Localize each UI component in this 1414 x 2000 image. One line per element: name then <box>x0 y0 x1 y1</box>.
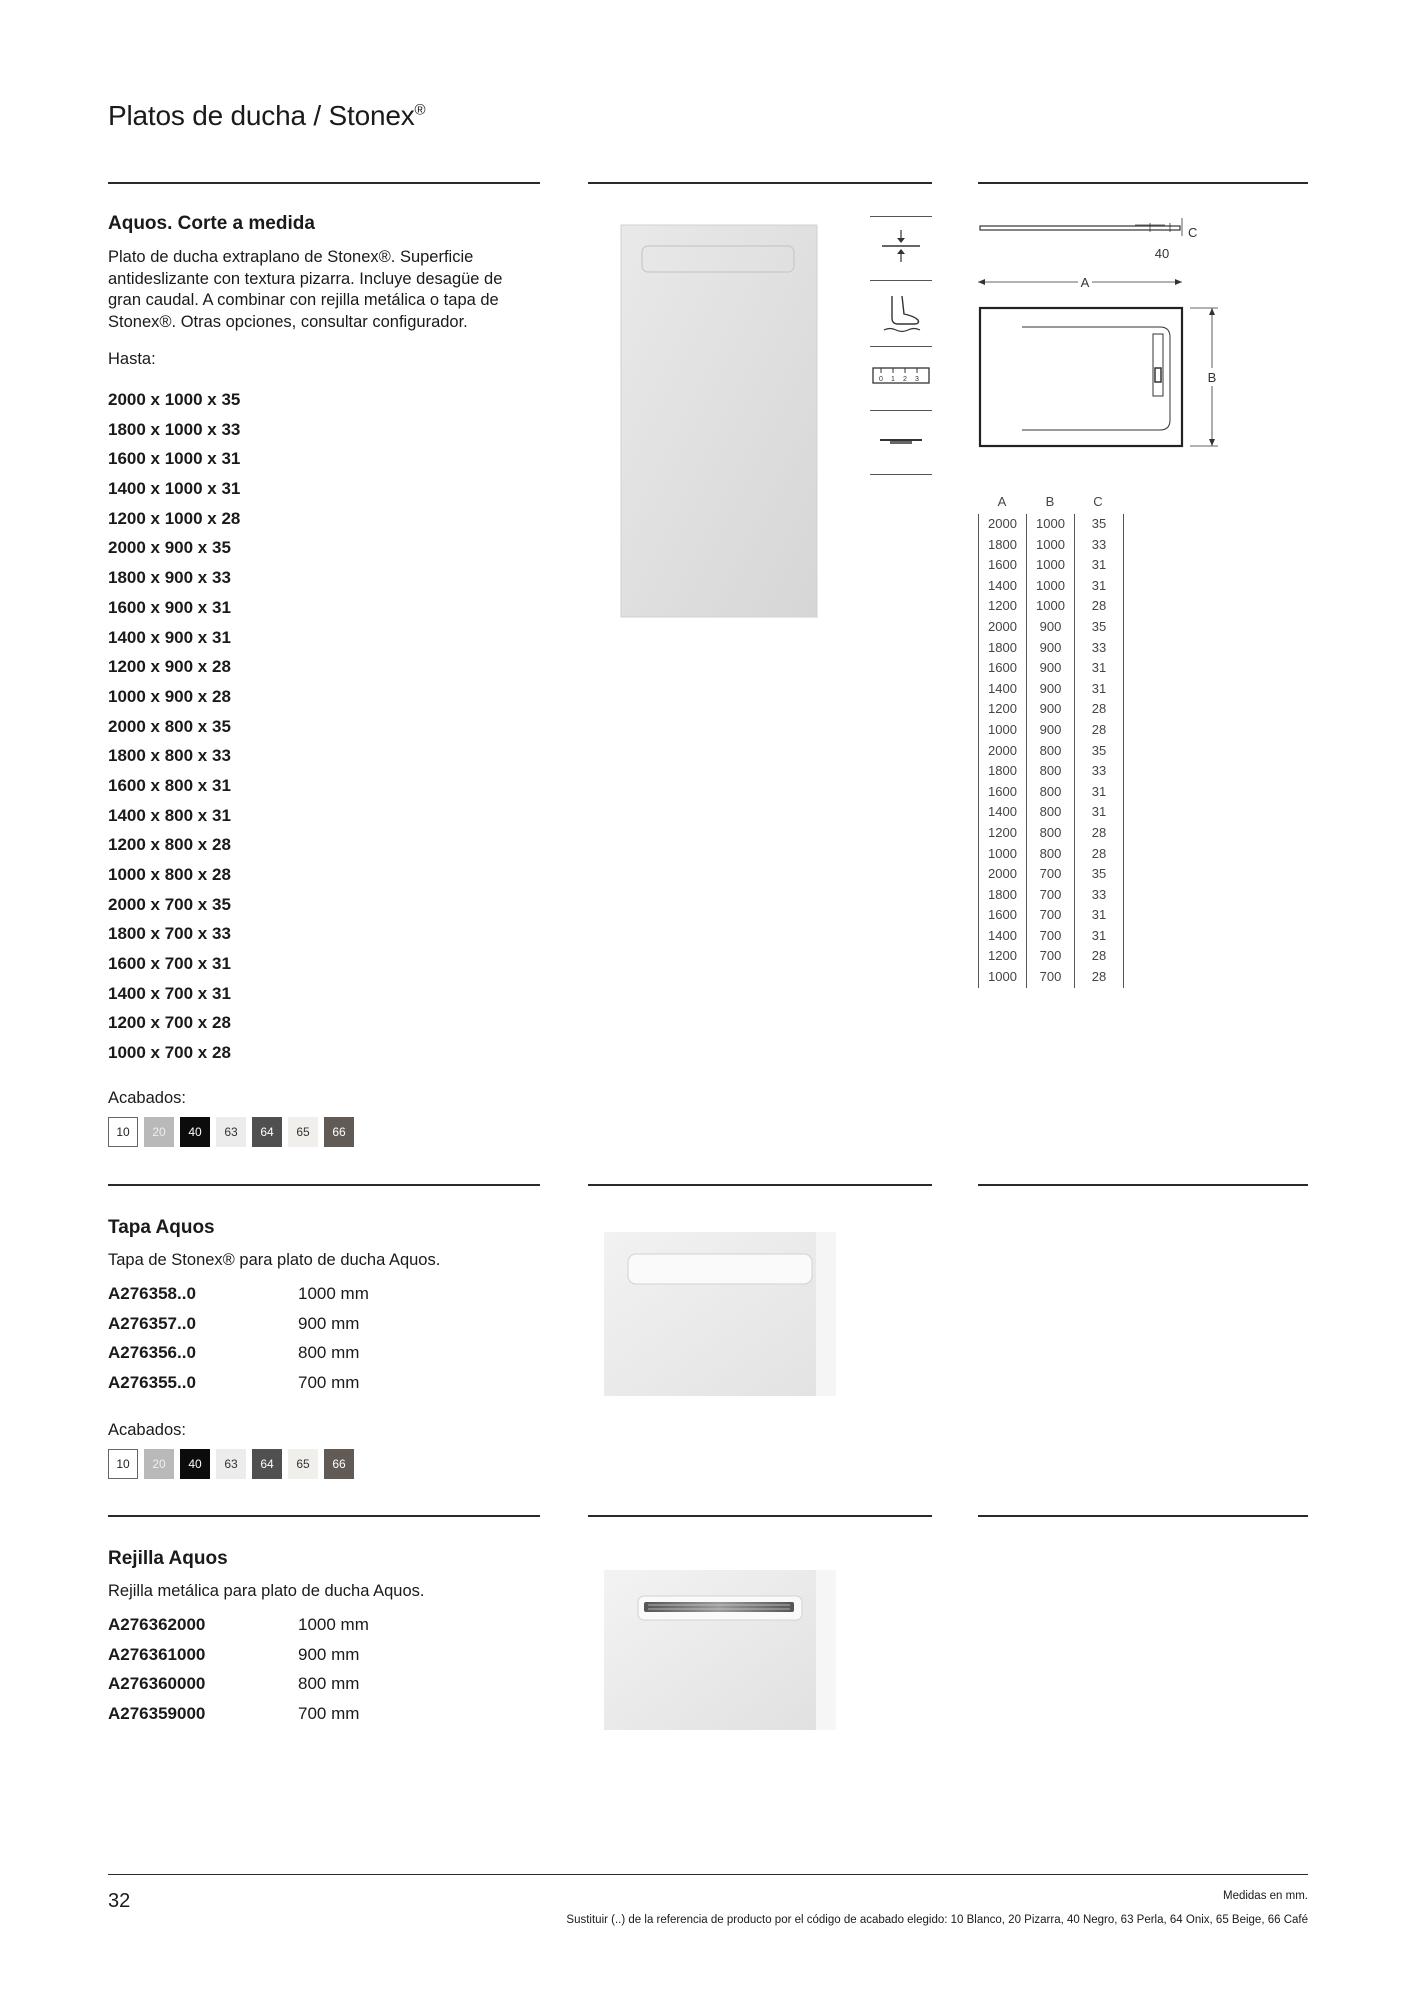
dimension-table-cell: 1000 <box>1027 514 1075 535</box>
anti-slip-foot-icon <box>880 292 924 336</box>
dimension-table-cell: 1600 <box>979 658 1027 679</box>
reference-row <box>108 1338 369 1368</box>
size-item: 1600 x 1000 x 31 <box>108 449 241 469</box>
aquos-shower-tray-image <box>620 224 818 618</box>
reference-size: 700 mm <box>298 1373 360 1393</box>
size-item: 1400 x 700 x 31 <box>108 983 231 1003</box>
reference-size: 1000 mm <box>298 1284 369 1303</box>
finish-swatch: 66 <box>324 1449 354 1479</box>
size-item: 1200 x 900 x 28 <box>108 657 231 677</box>
dimension-table-cell: 35 <box>1091 866 1107 882</box>
finish-swatch: 10 <box>108 1449 138 1479</box>
footer-units-note: Medidas en mm. <box>1222 1890 1308 1902</box>
reference-size: 700 mm <box>298 1704 360 1724</box>
reference-code: A276361000 <box>108 1644 206 1664</box>
dimension-table-cell: 28 <box>1091 845 1107 861</box>
reference-code: A276356..0 <box>108 1343 196 1363</box>
dimension-table-cell: 1800 <box>979 761 1027 782</box>
reference-size: 900 mm <box>298 1644 360 1664</box>
footer-finish-note: Sustituir (..) de la referencia de producto por el código de acabado elegido: 10 Blanco, 20 Pizarra, 40 Negro, 63 Perla, 64 Onix, 65 Beige, 66 Café <box>566 1914 1308 1926</box>
footer-divider <box>108 1874 1308 1875</box>
finish-swatch: 63 <box>216 1449 246 1479</box>
dimension-table-row <box>979 699 1123 720</box>
dimension-table-cell: 700 <box>1027 905 1075 926</box>
dimension-table-cell: 900 <box>1027 699 1075 720</box>
header-c: C <box>1093 494 1103 509</box>
dimension-40-label: 40 <box>1154 246 1170 261</box>
reference-row <box>108 1640 369 1670</box>
size-item: 1400 x 1000 x 31 <box>108 479 241 499</box>
icon-divider <box>870 216 932 217</box>
extraflat-icon <box>878 228 924 264</box>
ruler-tick-label: 1 <box>891 376 895 383</box>
dimension-table-body <box>978 514 1124 988</box>
divider <box>978 1515 1308 1517</box>
dimension-table-cell: 33 <box>1091 763 1107 779</box>
size-item: 2000 x 900 x 35 <box>108 538 231 558</box>
reference-code: A276362000 <box>108 1615 206 1634</box>
finish-swatch: 63 <box>216 1117 246 1147</box>
reference-code: A276360000 <box>108 1674 206 1694</box>
icon-divider <box>870 474 932 475</box>
dimension-table-cell: 1000 <box>979 967 1027 988</box>
dimension-table-cell: 28 <box>1091 701 1107 717</box>
reference-size: 800 mm <box>298 1674 360 1694</box>
aquos-title: Aquos. Corte a medida <box>108 213 315 234</box>
technical-drawing <box>970 210 1240 460</box>
aquos-finish-swatches <box>108 1117 354 1147</box>
dimension-table-cell: 1200 <box>979 823 1027 844</box>
reference-size: 800 mm <box>298 1343 360 1363</box>
size-item: 1600 x 800 x 31 <box>108 775 231 795</box>
dimension-table-cell: 31 <box>1091 804 1107 820</box>
size-item: 1800 x 800 x 33 <box>108 746 231 766</box>
size-item: 1800 x 1000 x 33 <box>108 419 241 439</box>
reference-row <box>108 1368 369 1398</box>
ruler-tick-label: 0 <box>879 376 883 383</box>
finish-swatch: 40 <box>180 1117 210 1147</box>
dimension-table-cell: 2000 <box>979 617 1027 638</box>
reference-row <box>108 1669 369 1699</box>
tapa-title: Tapa Aquos <box>108 1217 215 1238</box>
dimension-table-cell: 28 <box>1091 969 1107 985</box>
aquos-finishes-label: Acabados: <box>108 1089 186 1107</box>
registered-mark: ® <box>414 101 426 119</box>
size-item: 1800 x 900 x 33 <box>108 568 231 588</box>
dimension-table-cell: 700 <box>1027 926 1075 947</box>
dimension-table-cell: 31 <box>1091 907 1107 923</box>
ruler-tick-label: 3 <box>915 376 919 383</box>
finish-swatch: 65 <box>288 1449 318 1479</box>
dimension-table-row <box>979 741 1123 762</box>
dimension-table-cell: 1600 <box>979 905 1027 926</box>
dimension-table-cell: 1800 <box>979 638 1027 659</box>
finish-swatch: 64 <box>252 1449 282 1479</box>
dimension-table-cell: 900 <box>1027 679 1075 700</box>
size-item: 1200 x 700 x 28 <box>108 1013 231 1033</box>
dimension-table-row <box>979 885 1123 906</box>
dimension-table-row <box>979 679 1123 700</box>
dimension-table-cell: 2000 <box>979 741 1027 762</box>
aquos-size-list <box>108 385 240 1068</box>
dimension-table-cell: 800 <box>1027 844 1075 865</box>
icon-divider <box>870 346 932 347</box>
size-item: 1200 x 1000 x 28 <box>108 508 241 528</box>
dimension-table-cell: 1200 <box>979 596 1027 617</box>
dimension-table-cell: 28 <box>1091 824 1107 840</box>
dimension-table-cell: 800 <box>1027 782 1075 803</box>
dimension-table-cell: 28 <box>1091 721 1107 737</box>
dimension-table-row <box>979 720 1123 741</box>
dimension-table-cell: 31 <box>1091 577 1107 593</box>
finish-swatch: 40 <box>180 1449 210 1479</box>
finish-swatch: 65 <box>288 1117 318 1147</box>
dimension-table-row <box>979 638 1123 659</box>
dimension-table-cell: 700 <box>1027 967 1075 988</box>
dimension-table-row <box>979 535 1123 556</box>
reference-code: A276355..0 <box>108 1373 196 1393</box>
aquos-description: Plato de ducha extraplano de Stonex®. Superficie antideslizante con textura pizarra. Incluye desagüe de gran caudal. A combinar con rejilla metálica o tapa de Stonex®. Otras opciones, consultar configurador. <box>108 248 503 331</box>
dimension-table-cell: 1400 <box>979 679 1027 700</box>
dimension-a-label: A <box>1080 275 1090 290</box>
dimension-table-cell: 33 <box>1091 536 1107 552</box>
divider <box>108 1184 540 1186</box>
size-item: 2000 x 700 x 35 <box>108 894 231 914</box>
dimension-table-cell: 1000 <box>979 720 1027 741</box>
dimension-table-cell: 31 <box>1091 783 1107 799</box>
dimension-table-cell: 800 <box>1027 823 1075 844</box>
ruler-tick-label: 2 <box>903 376 907 383</box>
dimension-table-cell: 1000 <box>1027 576 1075 597</box>
tapa-cover-image <box>604 1232 836 1396</box>
size-item: 1400 x 900 x 31 <box>108 627 231 647</box>
icon-divider <box>870 410 932 411</box>
finish-swatch: 64 <box>252 1117 282 1147</box>
divider <box>108 1515 540 1517</box>
cut-to-measure-ruler-icon <box>872 365 930 387</box>
rejilla-description: Rejilla metálica para plato de ducha Aquos. <box>108 1582 425 1600</box>
size-item: 1200 x 800 x 28 <box>108 835 231 855</box>
dimension-table-cell: 800 <box>1027 761 1075 782</box>
dimension-table-cell: 33 <box>1091 886 1107 902</box>
dimension-table-cell: 35 <box>1091 516 1107 531</box>
reference-code: A276359000 <box>108 1704 206 1724</box>
finish-swatch: 20 <box>144 1117 174 1147</box>
dimension-table-cell: 31 <box>1091 557 1107 573</box>
header-b: B <box>1045 494 1055 509</box>
reference-code: A276358..0 <box>108 1284 196 1303</box>
dimension-table-cell: 31 <box>1091 927 1107 943</box>
finish-swatch: 10 <box>108 1117 138 1147</box>
dimension-table-cell: 28 <box>1091 948 1107 964</box>
dimension-table-row <box>979 905 1123 926</box>
dimension-table-row <box>979 823 1123 844</box>
dimension-table-cell: 33 <box>1091 639 1107 655</box>
dimension-table-cell: 700 <box>1027 885 1075 906</box>
reference-row <box>108 1699 369 1729</box>
tapa-finishes-label: Acabados: <box>108 1421 186 1439</box>
finish-swatch: 20 <box>144 1449 174 1479</box>
rejilla-reference-table <box>108 1610 369 1729</box>
dimension-table-header <box>978 490 1124 514</box>
dimension-c-label: C <box>1188 225 1198 240</box>
size-item: 1000 x 900 x 28 <box>108 686 231 706</box>
dimension-table-row <box>979 864 1123 885</box>
tapa-finish-swatches <box>108 1449 354 1479</box>
dimension-table-row <box>979 782 1123 803</box>
dimension-table-cell: 1800 <box>979 535 1027 556</box>
dimension-table-cell: 700 <box>1027 864 1075 885</box>
rejilla-grate-image <box>604 1570 836 1730</box>
dimension-table-cell: 1400 <box>979 926 1027 947</box>
dimension-table-row <box>979 514 1123 535</box>
tapa-reference-table <box>108 1279 369 1398</box>
dimension-table-row <box>979 555 1123 576</box>
dimension-table-cell: 35 <box>1091 618 1107 634</box>
dimension-table-cell: 1600 <box>979 555 1027 576</box>
divider <box>978 182 1308 184</box>
reference-row <box>108 1279 369 1309</box>
divider <box>588 1184 932 1186</box>
size-item: 1600 x 900 x 31 <box>108 597 231 617</box>
dimension-table-cell: 1000 <box>1027 535 1075 556</box>
dimension-table-cell: 800 <box>1027 802 1075 823</box>
divider <box>588 182 932 184</box>
dimension-table-cell: 31 <box>1091 680 1107 696</box>
dimension-table-cell: 35 <box>1091 742 1107 758</box>
dimension-table-cell: 1200 <box>979 946 1027 967</box>
dimension-table-cell: 900 <box>1027 617 1075 638</box>
finish-swatch: 66 <box>324 1117 354 1147</box>
aquos-up-to-label: Hasta: <box>108 350 156 368</box>
dimension-table-cell: 700 <box>1027 946 1075 967</box>
dimension-table-row <box>979 967 1123 988</box>
size-item: 1800 x 700 x 33 <box>108 924 231 944</box>
size-item: 1600 x 700 x 31 <box>108 954 231 974</box>
dimension-table-cell: 2000 <box>979 514 1027 535</box>
divider <box>978 1184 1308 1186</box>
drain-profile-icon <box>878 430 924 450</box>
dimension-table-cell: 1800 <box>979 885 1027 906</box>
page-title-text: Platos de ducha / Stonex <box>108 100 415 131</box>
page-number: 32 <box>108 1890 131 1912</box>
dimension-table-cell: 28 <box>1091 598 1107 614</box>
reference-row <box>108 1610 369 1640</box>
dimension-table-row <box>979 596 1123 617</box>
page-title <box>108 100 425 132</box>
header-a: A <box>997 494 1007 509</box>
dimension-table-cell: 1000 <box>979 844 1027 865</box>
size-item: 1000 x 800 x 28 <box>108 865 231 884</box>
divider <box>588 1515 932 1517</box>
size-item: 2000 x 800 x 35 <box>108 716 231 736</box>
reference-row <box>108 1309 369 1339</box>
tapa-description: Tapa de Stonex® para plato de ducha Aquos. <box>108 1251 441 1269</box>
dimension-table-cell: 1000 <box>1027 555 1075 576</box>
dimension-table-row <box>979 946 1123 967</box>
dimension-table-cell: 900 <box>1027 720 1075 741</box>
dimension-table-cell: 1400 <box>979 576 1027 597</box>
size-item: 2000 x 1000 x 35 <box>108 390 241 409</box>
dimension-table-cell: 1000 <box>1027 596 1075 617</box>
dimension-table-row <box>979 761 1123 782</box>
dimension-table <box>978 490 1124 988</box>
dimension-table-cell: 1400 <box>979 802 1027 823</box>
dimension-table-row <box>979 617 1123 638</box>
dimension-table-cell: 2000 <box>979 864 1027 885</box>
reference-size: 900 mm <box>298 1313 360 1333</box>
size-item: 1400 x 800 x 31 <box>108 805 231 825</box>
dimension-table-cell: 900 <box>1027 658 1075 679</box>
icon-divider <box>870 280 932 281</box>
rejilla-title: Rejilla Aquos <box>108 1548 228 1569</box>
size-item: 1000 x 700 x 28 <box>108 1043 231 1063</box>
dimension-table-cell: 31 <box>1091 660 1107 676</box>
dimension-table-cell: 800 <box>1027 741 1075 762</box>
dimension-table-row <box>979 658 1123 679</box>
dimension-table-cell: 1600 <box>979 782 1027 803</box>
dimension-table-row <box>979 926 1123 947</box>
dimension-table-cell: 900 <box>1027 638 1075 659</box>
dimension-table-cell: 1200 <box>979 699 1027 720</box>
dimension-table-row <box>979 802 1123 823</box>
dimension-b-label: B <box>1207 370 1217 385</box>
reference-code: A276357..0 <box>108 1313 196 1333</box>
dimension-table-row <box>979 844 1123 865</box>
dimension-table-row <box>979 576 1123 597</box>
reference-size: 1000 mm <box>298 1615 369 1634</box>
divider <box>108 182 540 184</box>
